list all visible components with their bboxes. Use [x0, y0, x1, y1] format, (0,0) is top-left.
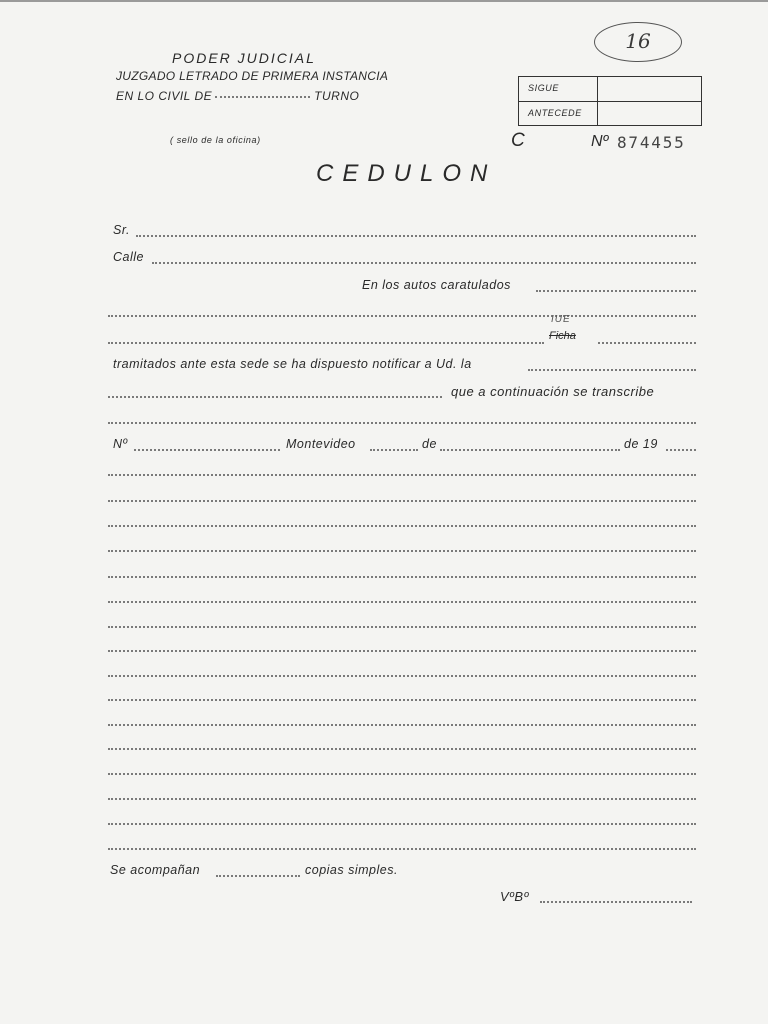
- text-line[interactable]: [108, 724, 696, 726]
- text-line[interactable]: [108, 773, 696, 775]
- text-line[interactable]: [108, 601, 696, 603]
- acompanan-label: Se acompañan: [110, 863, 201, 877]
- text-line[interactable]: [108, 848, 696, 850]
- ficha-handwritten: IUE: [551, 314, 571, 325]
- text-line[interactable]: [108, 798, 696, 800]
- num-label: Nº: [113, 437, 128, 451]
- continuacion-text: que a continuación se transcribe: [451, 384, 655, 399]
- sr-label: Sr.: [113, 223, 131, 237]
- tramitados-dotted-line[interactable]: [528, 369, 696, 371]
- court-heading: JUZGADO LETRADO DE PRIMERA INSTANCIA: [116, 69, 389, 83]
- year-dotted-line[interactable]: [666, 449, 696, 451]
- page-top-edge: [0, 0, 768, 2]
- number-label: Nº: [591, 133, 609, 150]
- calle-label: Calle: [113, 250, 144, 264]
- text-line[interactable]: [108, 626, 696, 628]
- day-dotted-line[interactable]: [370, 449, 418, 451]
- table-row-sigue: [519, 77, 701, 101]
- text-line[interactable]: [108, 474, 696, 476]
- antecede-label: ANTECEDE: [528, 108, 582, 118]
- sr-dotted-line[interactable]: [136, 235, 696, 237]
- calle-dotted-line[interactable]: [152, 262, 696, 264]
- org-heading: PODER JUDICIAL: [172, 50, 316, 66]
- reference-table: [518, 76, 702, 126]
- ficha-label: Ficha: [549, 330, 576, 342]
- text-line[interactable]: [108, 699, 696, 701]
- series-letter: C: [511, 130, 525, 151]
- civil-turno-line: [116, 89, 359, 103]
- num-dotted-line[interactable]: [134, 449, 280, 451]
- ficha-dotted-line[interactable]: [598, 342, 696, 344]
- text-line[interactable]: [108, 525, 696, 527]
- autos-line-3[interactable]: [108, 342, 544, 344]
- text-line[interactable]: [108, 650, 696, 652]
- text-line[interactable]: [108, 823, 696, 825]
- continuacion-dotted-line[interactable]: [108, 396, 442, 398]
- de-label: de: [422, 437, 437, 451]
- page-number-stamp: 16: [594, 22, 682, 62]
- text-line[interactable]: [108, 748, 696, 750]
- copias-label: copias simples.: [305, 863, 398, 877]
- table-row-antecede: [519, 101, 701, 126]
- document-number: 874455: [617, 133, 686, 152]
- montevideo-label: Montevideo: [286, 437, 356, 451]
- civil-dots: [215, 96, 310, 98]
- autos-line-2[interactable]: [108, 315, 696, 317]
- text-line[interactable]: [108, 576, 696, 578]
- civil-prefix: EN LO CIVIL DE: [116, 89, 213, 103]
- blank-line-1[interactable]: [108, 422, 696, 424]
- text-line[interactable]: [108, 550, 696, 552]
- sigue-label: SIGUE: [528, 83, 560, 93]
- month-dotted-line[interactable]: [440, 449, 620, 451]
- seal-note: ( sello de la oficina): [170, 135, 261, 145]
- year-prefix-label: de 19: [624, 437, 658, 451]
- autos-label: En los autos caratulados: [362, 278, 511, 292]
- vb-dotted-line[interactable]: [540, 901, 692, 903]
- tramitados-text: tramitados ante esta sede se ha dispuesto notificar a Ud. la: [113, 357, 472, 371]
- vb-label: VºBº: [500, 889, 529, 904]
- text-line[interactable]: [108, 500, 696, 502]
- text-line[interactable]: [108, 675, 696, 677]
- document-title: CEDULON: [316, 160, 497, 187]
- autos-dotted-line[interactable]: [536, 290, 696, 292]
- copias-count-dotted-line[interactable]: [216, 875, 300, 877]
- turno-label: TURNO: [314, 89, 360, 103]
